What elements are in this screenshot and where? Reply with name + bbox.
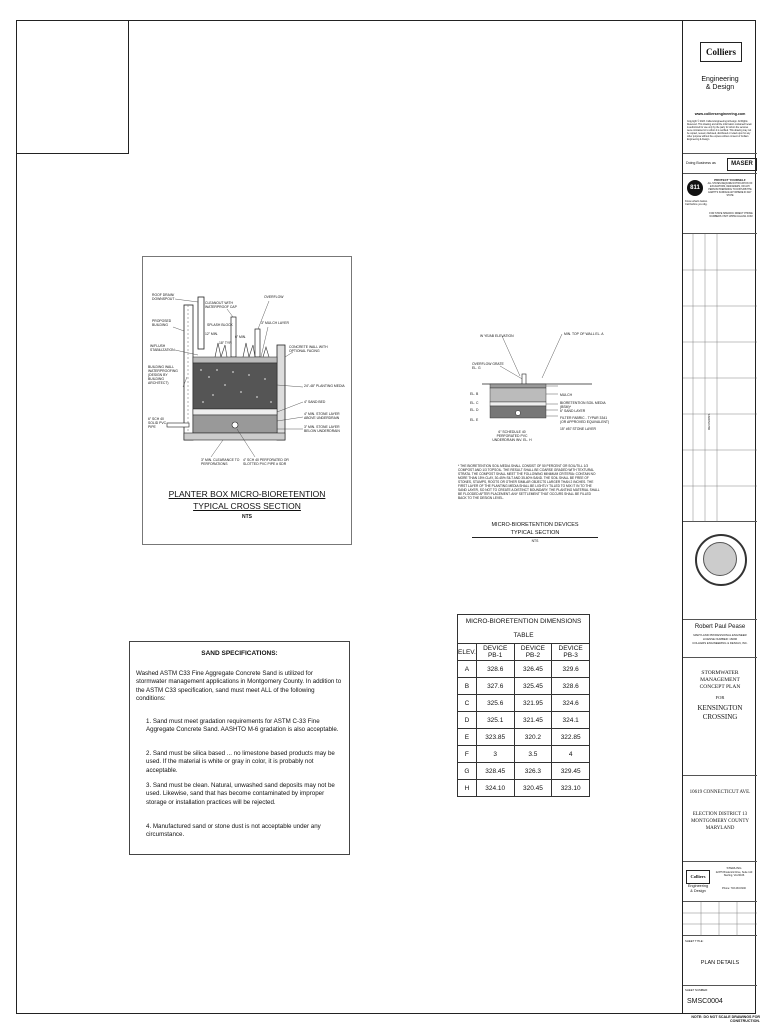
label-wye: W YE/AB ELEVATION	[480, 334, 514, 338]
table-row	[458, 695, 590, 712]
label-slotted-pvc: 4" SCH 40 PERFORATED OR SLOTTED PVC PIPE # SDR	[243, 458, 289, 466]
table-cell: 329.6	[552, 661, 590, 678]
table-cell: E	[458, 729, 477, 746]
sheet-title: PLAN DETAILS	[700, 960, 740, 966]
table-cell: D	[458, 712, 477, 729]
sand-spec-intro: Washed ASTM C33 Fine Aggregate Concrete Sand is utilized for stormwater management applications in Montgomery County. In addition to the ASTM C33 specification, sand must meet ALL of the following conditions:	[136, 670, 342, 702]
table-cell: 329.45	[552, 763, 590, 780]
tb-sheet-number-cell	[683, 986, 757, 1014]
sand-spec-title: SAND SPECIFICATIONS:	[201, 650, 278, 657]
engineer-firm: COLLIERS ENGINEERING & DESIGN, INC.	[692, 641, 748, 645]
micro-title-1: MICRO-BIORETENTION DEVICES	[491, 522, 579, 528]
district-line-2: MONTGOMERY COUNTY	[690, 819, 749, 824]
label-flush-stabilization: W/FLUSH STABILIZATION	[150, 344, 175, 352]
dimensions-table-title: MICRO-BIORETENTION DIMENSIONS TABLE	[457, 614, 590, 643]
table-row	[458, 780, 590, 797]
call-before-dig: Know what's below. Call before you dig.	[685, 200, 708, 207]
planter-box-detail	[142, 256, 352, 545]
project-name-2: CROSSING	[702, 713, 738, 721]
firm-line-1: Engineering	[701, 76, 739, 83]
table-cell: 325.45	[514, 678, 552, 695]
label-roof-drain: ROOF DRAIN/ DOWNSPOUT	[152, 293, 175, 301]
label-proposed-building: PROPOSED BUILDING	[152, 319, 172, 327]
table-cell: 328.6	[552, 678, 590, 695]
office-firm-1: Engineering	[687, 884, 709, 888]
dimensions-header-cell: DEVICE PB-2	[514, 644, 552, 661]
label-filter-fabric: FILTER FABRIC - TYPAR 3341 (OR APPROVED EQUIVALENT)	[560, 416, 610, 424]
state-numbers: FOR STATE SPECIFIC DIRECT PHONE NUMBERS VISIT: WWW.CALL811.COM	[709, 212, 753, 218]
label-el-e: EL. E	[470, 418, 479, 422]
title-block	[682, 20, 756, 1014]
sheet-title-label: SHEET TITLE:	[685, 939, 704, 943]
table-cell: 327.6	[476, 678, 514, 695]
tb-project-cell	[683, 658, 757, 776]
engineer-title: MARYLAND PROFESSIONAL ENGINEER	[693, 633, 747, 637]
label-cleanout: CLEANOUT WITH WATERPROOF CAP	[205, 301, 237, 309]
label-soil-media: BIORETENTION SOIL MEDIA (BSM)*	[560, 401, 606, 409]
label-pvc-pipe: 6" SCH 40 SOLID PVC PIPE	[148, 417, 167, 429]
project-line-2: MANAGEMENT	[700, 677, 740, 683]
sand-spec-item-3: 3. Sand must be clean. Natural, unwashed sand deposits may not be used. Likewise, sand that has become contaminated by improper storage or installation practices will be rejected.	[146, 782, 335, 806]
label-top-wall: MIN. TOP OF WALL EL. A	[564, 332, 604, 336]
table-cell: 3.5	[514, 746, 552, 763]
table-cell: 3	[476, 746, 514, 763]
table-cell: A	[458, 661, 477, 678]
label-clearance: 3" MIN. CLEARANCE TO PERFORATIONS	[201, 458, 240, 466]
table-cell: 324.1	[552, 712, 590, 729]
call-811-icon: 811	[687, 180, 703, 196]
project-name-1: KENSINGTON	[697, 704, 743, 712]
table-cell: 323.85	[476, 729, 514, 746]
micro-bioretention-detail	[458, 328, 612, 558]
info-grid	[683, 902, 757, 936]
tb-info-grid-cell	[683, 902, 757, 936]
tb-dba-cell	[683, 154, 757, 174]
project-line-3: CONCEPT PLAN	[699, 684, 741, 690]
tb-811-cell	[683, 174, 757, 234]
revisions-label: REVISIONS	[707, 413, 711, 430]
sheet-border	[16, 20, 756, 1014]
protect-text: ALL STATES REQUIRE NOTIFICATION OF EXCAVATORS, DESIGNERS, OR ANY PERSON PREPARING TO DISTURB THE EARTH'S SURFACE ANYWHERE IN ANY STATE	[707, 183, 753, 197]
label-building-waterproofing: BUILDING WALL WATERPROOFING (DESIGN BY BUILDING ARCHITECT)	[148, 365, 178, 385]
sand-specifications-box	[129, 641, 350, 855]
dim-6-min: 6" MIN.	[235, 335, 247, 339]
district-line-1: ELECTION DISTRICT 13	[692, 812, 748, 817]
footer-note: NOTE: DO NOT SCALE DRAWINGS FOR CONSTRUCTION.	[691, 1015, 760, 1023]
dimensions-header-cell: DEVICE PB-3	[552, 644, 590, 661]
tb-firm-cell	[683, 20, 757, 154]
engineer-license: LICENSE NUMBER: 16096	[702, 637, 738, 641]
tb-seal-cell	[683, 522, 757, 620]
firm-website: www.colliersengineering.com	[694, 112, 746, 116]
sand-spec-item-2: 2. Sand must be silica based ... no limestone based products may be used. If the material is white or gray in color, it is probably not acceptable.	[146, 750, 335, 774]
label-overflow-grate: OVERFLOW GRATE EL. G	[472, 362, 504, 370]
project-address: 10619 CONNECTICUT AVE.	[689, 790, 751, 795]
table-cell: 325.1	[476, 712, 514, 729]
maser-logo: MASER	[727, 158, 757, 171]
dba-label: Doing Business as	[686, 161, 716, 165]
sand-spec-item-1: 1. Sand must meet gradation requirements for ASTM C-33 Fine Aggregate Concrete Sand. AASHTO M-6 gradation is also acceptable.	[146, 718, 339, 734]
label-concrete-wall: CONCRETE WALL WITH OPTIONAL FACING	[289, 345, 328, 353]
table-row	[458, 746, 590, 763]
bsm-note: * THE BIORETENTION SOIL MEDIA SHALL CONSIST OF 50 PERCENT OR SOIL/TILL 1/3 COMPOST AND 1/3 TOPSOIL. THE RESULT SHALL BE COARSE GRADED WITH TEXTURAL STRATA. THE COMPOST SHALL MEET THE FOLLOWING MINIMUM CRITERIA: CONTAIN NO MORE THAN 15% CLAY, 30-45% SILT AND 35-60% SAND. THE SOIL SHALL BE FREE OF STONES, STUMPS, ROOTS OR OTHER SIMILAR OBJECTS LARGER THAN 2 INCHES. THE FIRST LAYER OF THE PLANTING MEDIA SHALL BE LIGHTLY TILLED TO MIX IT IN TO THE SAND LAYER, SO NOT TO CREATE A DISTINCT BOUNDARY. THE PLANTING MATERIAL SHALL BE FLOODED AFTER PLACEMENT. ANY SETTLEMENT THAT OCCURS SHALL BE FILLED BACK TO THE DESIGN LEVEL.	[458, 464, 600, 500]
dimensions-table	[457, 643, 590, 797]
table-row	[458, 729, 590, 746]
table-cell: 328.45	[476, 763, 514, 780]
tb-revisions-cell	[683, 234, 757, 522]
micro-scale: NTS	[531, 539, 539, 543]
sheet-number: SMSC0004	[687, 998, 723, 1005]
tb-location-cell	[683, 776, 757, 862]
office-address: 22375 Broderick Drive, Suite 110 Sterling, VA 20166	[715, 871, 753, 878]
planter-title-1: PLANTER BOX MICRO-BIORETENTION	[168, 489, 326, 499]
table-cell: F	[458, 746, 477, 763]
table-row	[458, 712, 590, 729]
table-cell: 320.2	[514, 729, 552, 746]
label-stone-above: 4" MIN. STONE LAYER ABOVE UNDERDRAIN	[304, 412, 340, 420]
tb-sheet-title-cell	[683, 936, 757, 986]
table-cell: B	[458, 678, 477, 695]
table-cell: 326.3	[514, 763, 552, 780]
label-splash-block: SPLASH BLOCK	[207, 323, 233, 327]
table-cell: 323.10	[552, 780, 590, 797]
table-cell: 324.10	[476, 780, 514, 797]
project-line-1: STORMWATER	[701, 670, 739, 676]
revisions-grid	[683, 234, 757, 522]
label-underdrain: 6" SCHEDULE 40 PERFORATED PVC UNDERDRAIN INV. EL. H	[492, 430, 532, 442]
table-cell: 320.45	[514, 780, 552, 797]
firm-copyright: Copyright © 2023. Colliers Engineering & Design. All Rights Reserved. This drawing and all the information contained herein is authorized for use only by the party for whom the services were contracted or to whom it is certified. This drawing may not be copied, reused, disclosed, distributed or relied upon for any other purpose without the express written consent of Colliers Engineering & Design.	[687, 121, 752, 141]
district-line-3: MARYLAND	[705, 826, 735, 831]
dimensions-table-wrap	[457, 614, 590, 797]
label-stone-below: 3" MIN. STONE LAYER BELOW UNDERDRAIN	[304, 425, 340, 433]
table-cell: 328.6	[476, 661, 514, 678]
office-firm-2: & Design	[690, 889, 706, 893]
protect-title: PROTECT YOURSELF	[714, 178, 746, 182]
table-row	[458, 678, 590, 695]
label-sand-layer: 6" SAND LAYER	[560, 409, 586, 413]
firm-line-2: & Design	[705, 84, 735, 91]
office-phone: Phone: 703.433.8100	[722, 887, 746, 890]
dimensions-header-cell: ELEV.	[458, 644, 477, 661]
label-mulch: 3" MULCH LAYER	[261, 321, 289, 325]
table-cell: 324.6	[552, 695, 590, 712]
table-row	[458, 661, 590, 678]
office-logo: Colliers	[686, 870, 710, 884]
table-cell: 322.85	[552, 729, 590, 746]
label-planting-media: 24"-48" PLANTING MEDIA	[304, 384, 345, 388]
office-city: STERLING	[726, 866, 742, 870]
table-cell: H	[458, 780, 477, 797]
label-stone-layer: 15" #57 STONE LAYER	[560, 427, 596, 431]
colliers-logo: Colliers	[700, 42, 742, 62]
table-cell: G	[458, 763, 477, 780]
table-cell: 321.45	[514, 712, 552, 729]
dim-18-typ: 18" TYP.	[219, 341, 232, 345]
sheet-number-label: SHEET NUMBER:	[685, 988, 708, 992]
corner-box	[16, 20, 129, 154]
tb-office-cell	[683, 862, 757, 902]
label-sand-bed: 4" SAND BED	[304, 400, 326, 404]
planter-title-2: TYPICAL CROSS SECTION	[193, 501, 301, 511]
label-el-b: EL. B	[470, 392, 479, 396]
planter-scale: NTS	[242, 514, 252, 520]
label-overflow: OVERFLOW	[264, 295, 284, 299]
sand-spec-item-4: 4. Manufactured sand or stone dust is not acceptable under any circumstance.	[146, 823, 321, 839]
project-for: FOR	[715, 695, 725, 700]
table-cell: C	[458, 695, 477, 712]
dimensions-header-row	[458, 644, 590, 661]
dimensions-header-cell: DEVICE PB-1	[476, 644, 514, 661]
engineer-seal-icon	[695, 534, 747, 586]
table-cell: 325.6	[476, 695, 514, 712]
tb-engineer-cell	[683, 620, 757, 658]
label-mulch-r: MULCH	[560, 393, 573, 397]
table-cell: 326.45	[514, 661, 552, 678]
engineer-name: Robert Paul Pease	[694, 624, 746, 630]
table-cell: 4	[552, 746, 590, 763]
table-row	[458, 763, 590, 780]
micro-title-2: TYPICAL SECTION	[472, 530, 598, 538]
table-cell: 321.95	[514, 695, 552, 712]
label-el-c: EL. C	[470, 401, 479, 405]
dim-12-min: 12" MIN.	[205, 332, 219, 336]
label-el-d: EL. D	[470, 408, 479, 412]
